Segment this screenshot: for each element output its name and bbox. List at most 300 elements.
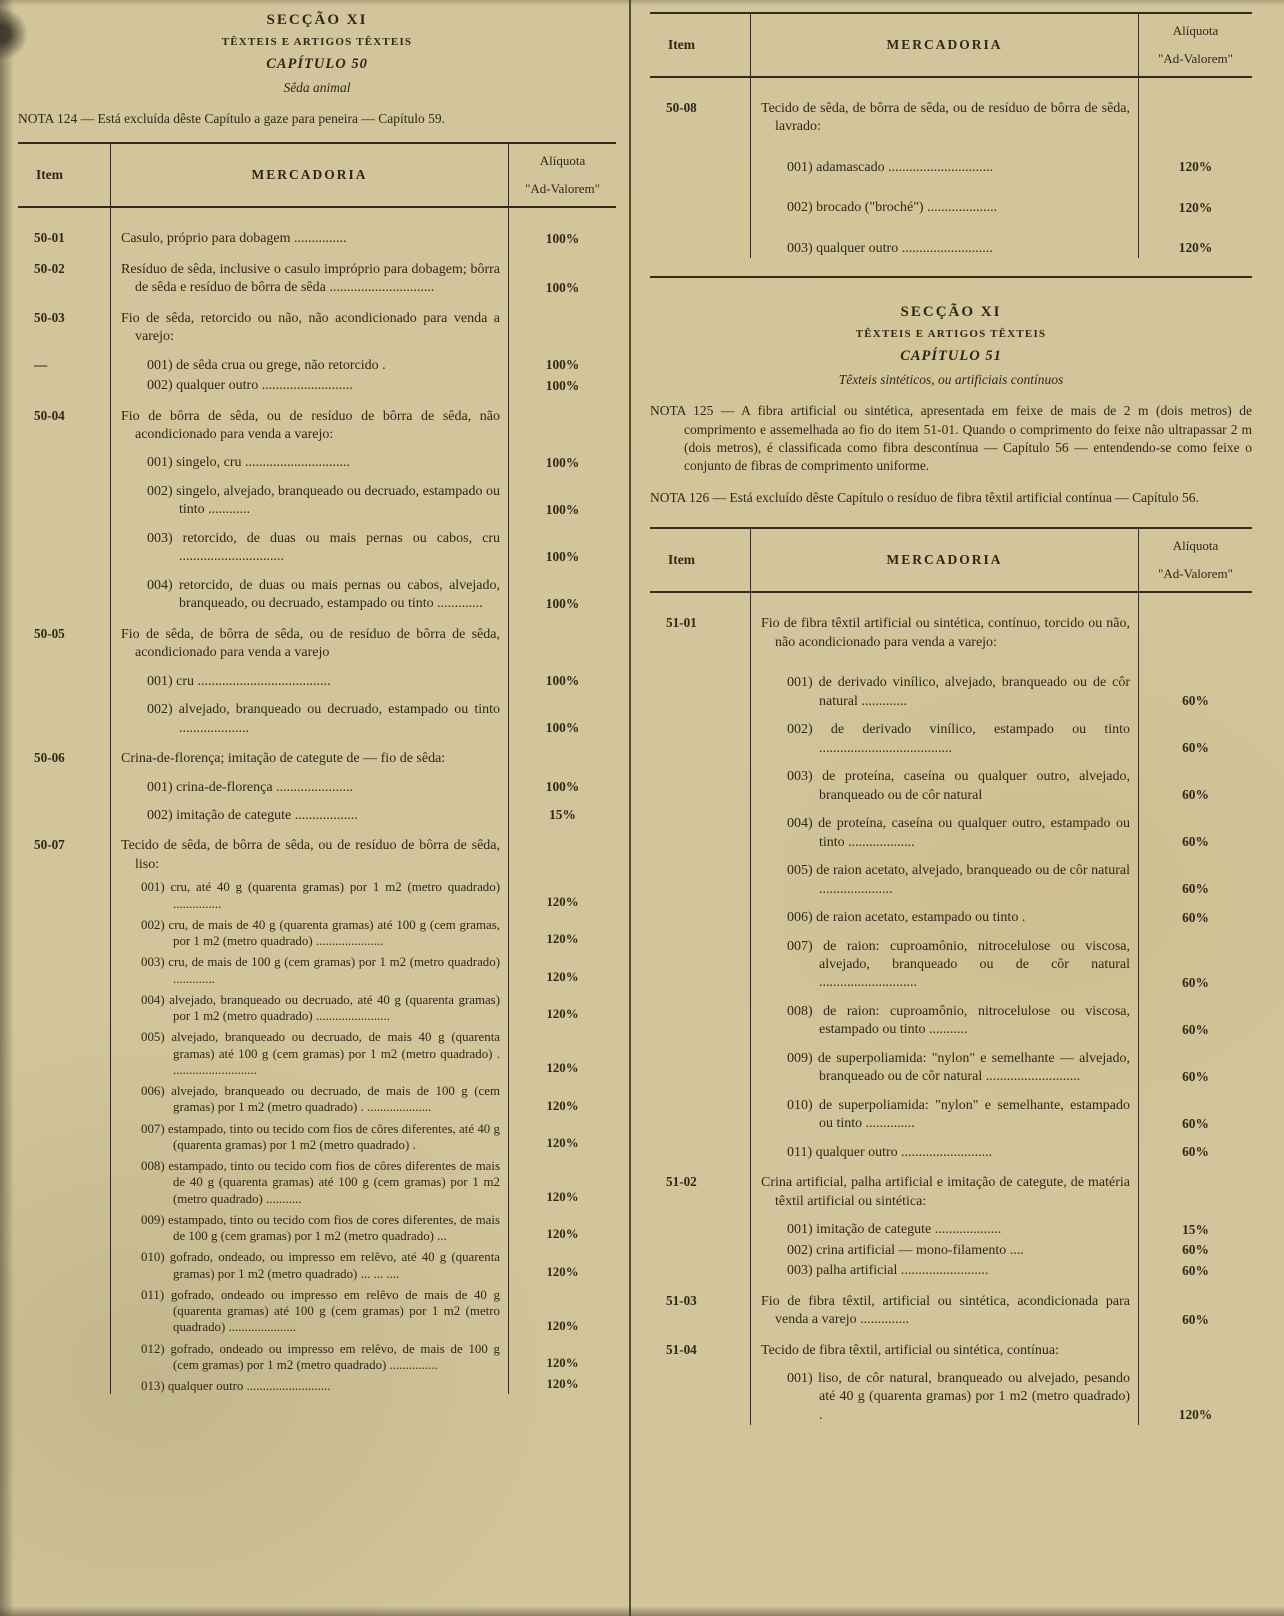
merchandise-desc: 006) de raion acetato, estampado ou tinto .	[787, 910, 1026, 926]
item-code	[18, 874, 110, 912]
tariff-table-ch50	[18, 142, 616, 1394]
table-row	[18, 769, 616, 797]
col-header-aliquota-line2: "Ad-Valorem"	[1158, 566, 1233, 582]
desc-cell	[110, 1244, 508, 1282]
right-column	[650, 8, 1252, 1425]
table-row	[18, 1282, 616, 1336]
table-row	[650, 652, 1252, 711]
merchandise-desc: 001) cru, até 40 g (quarenta gramas) por 1 m2 (metro quadrado) ...............	[141, 880, 500, 911]
merchandise-desc: 008) estampado, tinto ou tecido com fios de côres diferentes de mais de 40 g (quarenta gramas) até 100 g (cem gramas) por 1 m2 (metro quadrado) ...........	[141, 1159, 500, 1206]
rate-value	[1138, 78, 1252, 137]
desc-cell	[110, 987, 508, 1025]
section-header-ch51	[650, 304, 1252, 388]
item-code	[18, 375, 110, 395]
rate-value	[1138, 1162, 1252, 1211]
table-row	[18, 614, 616, 663]
merchandise-desc: Casulo, próprio para dobagem ...............	[121, 231, 347, 247]
rate-value: 120%	[1138, 218, 1252, 258]
item-code: 50-07	[34, 837, 65, 853]
rate-value	[508, 738, 616, 768]
item-code: 50-04	[34, 407, 65, 423]
desc-cell	[110, 663, 508, 691]
item-code	[18, 1373, 110, 1394]
merchandise-desc: 001) cru ......................................	[147, 673, 331, 689]
table-row	[18, 375, 616, 395]
item-code	[18, 1116, 110, 1154]
merchandise-desc: 012) gofrado, ondeado ou impresso em relêvo, de mais de 100 g (cem gramas) por 1 m2 (metro quadrado) ...............	[141, 1341, 500, 1372]
merchandise-desc: 002) singelo, alvejado, branqueado ou decruado, estampado ou tinto ............	[147, 483, 501, 518]
item-code	[18, 1024, 110, 1078]
col-header-item: Item	[668, 552, 695, 568]
col-header-mercadoria: MERCADORIA	[750, 14, 1138, 76]
item-code	[650, 1087, 750, 1134]
rate-value: 100%	[508, 567, 616, 614]
item-code	[650, 1211, 750, 1239]
table-row	[18, 444, 616, 472]
table-row	[18, 520, 616, 567]
table-row	[18, 912, 616, 950]
col-header-aliquota-line2: "Ad-Valorem"	[525, 181, 600, 197]
table-row	[650, 137, 1252, 177]
item-code	[18, 520, 110, 567]
item-code	[650, 1260, 750, 1280]
table-body	[650, 593, 1252, 1425]
table-row	[650, 177, 1252, 217]
table-body	[18, 208, 616, 1394]
merchandise-desc: 003) qualquer outro ..........................	[787, 240, 993, 256]
table-row	[18, 347, 616, 375]
col-header-mercadoria: MERCADORIA	[110, 144, 508, 206]
desc-cell	[750, 928, 1138, 993]
chapter-subtitle: Sêda animal	[283, 80, 351, 95]
table-row	[650, 805, 1252, 852]
table-row	[18, 249, 616, 298]
desc-cell	[110, 874, 508, 912]
rate-value	[1138, 1330, 1252, 1360]
rate-value: 100%	[508, 663, 616, 691]
item-code	[18, 769, 110, 797]
desc-cell	[110, 769, 508, 797]
col-header-mercadoria: MERCADORIA	[750, 529, 1138, 591]
chapter-title: CAPÍTULO 51	[900, 348, 1002, 365]
merchandise-desc: 003) palha artificial .........................	[787, 1263, 989, 1279]
merchandise-desc: 011) qualquer outro ..........................	[787, 1144, 993, 1160]
desc-cell	[750, 1162, 1138, 1211]
rate-value: 120%	[1138, 1360, 1252, 1425]
table-row	[650, 711, 1252, 758]
item-code	[650, 177, 750, 217]
rate-value: 120%	[508, 1024, 616, 1078]
col-header-aliquota	[508, 144, 616, 206]
merchandise-desc: Fio de bôrra de sêda, ou de resíduo de bôrra de sêda, não acondicionado para venda a varejo:	[121, 408, 500, 442]
rate-value: 60%	[1138, 1040, 1252, 1087]
item-code	[18, 912, 110, 950]
merchandise-desc: 011) gofrado, ondeado ou impresso em relêvo de mais de 40 g (quarenta gramas) até 100 g (cem gramas) por 1 m2 (metro quadrado) .....................	[141, 1287, 500, 1335]
merchandise-desc: 004) de proteína, caseína ou qualquer outro, estampado ou tinto ...................	[787, 816, 1130, 850]
desc-cell	[750, 852, 1138, 899]
table-row	[650, 852, 1252, 899]
merchandise-desc: 001) singelo, cru ..............................	[147, 455, 350, 471]
desc-cell	[110, 298, 508, 347]
desc-cell	[110, 1078, 508, 1116]
item-code: 51-01	[666, 615, 697, 631]
table-row	[18, 1078, 616, 1116]
merchandise-desc: 002) alvejado, branqueado ou decruado, estampado ou tinto ....................	[147, 702, 500, 736]
desc-cell	[750, 1240, 1138, 1260]
item-code: 51-04	[666, 1341, 697, 1357]
rate-value: 120%	[508, 949, 616, 987]
item-code	[18, 444, 110, 472]
rate-value: 60%	[1138, 928, 1252, 993]
item-code	[18, 1244, 110, 1282]
table-row	[18, 1024, 616, 1078]
merchandise-desc: 003) de proteína, caseína ou qualquer outro, alvejado, branqueado ou de côr natural	[787, 769, 1130, 803]
table-row	[18, 1116, 616, 1154]
rate-value: 60%	[1138, 711, 1252, 758]
item-code: 51-02	[666, 1174, 697, 1190]
item-code	[18, 1282, 110, 1336]
rate-value: 60%	[1138, 1260, 1252, 1280]
item-code	[18, 1336, 110, 1374]
merchandise-desc: Fio de fibra têxtil, artificial ou sintética, acondicionada para venda a varejo ..............	[761, 1293, 1130, 1328]
table-row	[18, 208, 616, 248]
table-row	[650, 899, 1252, 927]
col-header-aliquota	[1138, 14, 1252, 76]
item-code	[650, 137, 750, 177]
table-row	[650, 78, 1252, 137]
rate-value: 60%	[1138, 758, 1252, 805]
merchandise-desc: 001) de sêda crua ou grege, não retorcido .	[147, 357, 386, 373]
table-row	[650, 1162, 1252, 1211]
table-row	[18, 874, 616, 912]
desc-cell	[110, 691, 508, 738]
rate-value: 100%	[508, 691, 616, 738]
merchandise-desc: 009) estampado, tinto ou tecido com fios de cores diferentes, de mais de 100 g (cem gramas) por 1 m2 (metro quadrado) ...	[141, 1212, 500, 1244]
table-row	[18, 663, 616, 691]
rate-value: 60%	[1138, 852, 1252, 899]
merchandise-desc: Fio de sêda, retorcido ou não, não acondicionado para venda a varejo:	[121, 310, 500, 345]
merchandise-desc: Fio de sêda, de bôrra de sêda, ou de resíduo de bôrra de sêda, acondicionado para venda a varejo	[121, 626, 500, 661]
desc-cell	[110, 249, 508, 298]
merchandise-desc: 001) imitação de categute ...................	[787, 1222, 1002, 1238]
desc-cell	[750, 1087, 1138, 1134]
rate-value: 120%	[508, 987, 616, 1025]
merchandise-desc: 007) estampado, tinto ou tecido com fios de côres diferentes, até 40 g (quarenta gramas) por 1 m2 (metro quadrado) .	[141, 1121, 500, 1152]
rate-value: 120%	[508, 874, 616, 912]
table-row	[18, 1244, 616, 1282]
item-code	[650, 652, 750, 711]
nota-124: NOTA 124 — Está excluída dêste Capítulo a gaze para peneira — Capítulo 59.	[18, 111, 446, 126]
desc-cell	[110, 520, 508, 567]
merchandise-desc: Fio de fibra têxtil artificial ou sintética, contínuo, torcido ou não, não acondicionado para venda a varejo:	[761, 616, 1130, 650]
rate-value	[508, 298, 616, 347]
chapter-title: CAPÍTULO 50	[266, 56, 368, 72]
merchandise-desc: 007) de raion: cuproamônio, nitrocelulose ou viscosa, alvejado, branqueado ou de côr natural ............................	[787, 938, 1130, 991]
table-row	[650, 1211, 1252, 1239]
merchandise-desc: 013) qualquer outro ..........................	[141, 1379, 331, 1394]
item-code	[650, 899, 750, 927]
desc-cell	[110, 473, 508, 520]
rate-value: 100%	[508, 473, 616, 520]
desc-cell	[750, 1330, 1138, 1360]
table-row	[650, 1330, 1252, 1360]
merchandise-desc: 002) brocado ("broché") ....................	[787, 200, 998, 216]
table-row	[18, 473, 616, 520]
rate-value: 100%	[508, 520, 616, 567]
item-code	[18, 987, 110, 1025]
table-row	[18, 1153, 616, 1207]
rate-value: 120%	[1138, 137, 1252, 177]
table-row	[18, 1336, 616, 1374]
rate-value	[508, 614, 616, 663]
rate-value	[1138, 593, 1252, 652]
rate-value: 120%	[508, 1336, 616, 1374]
col-header-item: Item	[36, 167, 63, 183]
merchandise-desc: Crina-de-florença; imitação de categute de — fio de sêda:	[121, 751, 446, 767]
rate-value: 120%	[508, 1207, 616, 1245]
rate-value: 15%	[1138, 1211, 1252, 1239]
table-header	[18, 142, 616, 208]
table-row	[650, 1240, 1252, 1260]
rate-value	[508, 825, 616, 874]
table-row	[650, 1134, 1252, 1162]
table-row	[18, 738, 616, 768]
rate-value: 120%	[508, 1078, 616, 1116]
desc-cell	[750, 1281, 1138, 1330]
table-row	[18, 949, 616, 987]
item-code	[650, 1134, 750, 1162]
nota-126: NOTA 126 — Está excluído dêste Capítulo o resíduo de fibra têxtil artificial contínua — Capítulo 56.	[650, 490, 1199, 506]
merchandise-desc: Tecido de sêda, de bôrra de sêda, ou de resíduo de bôrra de sêda, lavrado:	[761, 101, 1130, 135]
merchandise-desc: 008) de raion: cuproamônio, nitrocelulose ou viscosa, estampado ou tinto ...........	[787, 1003, 1130, 1038]
table-row	[650, 1281, 1252, 1330]
item-code	[18, 949, 110, 987]
desc-cell	[110, 797, 508, 825]
desc-cell	[750, 899, 1138, 927]
rate-value: 100%	[508, 375, 616, 395]
table-row	[18, 825, 616, 874]
table-row	[18, 396, 616, 445]
merchandise-desc: Crina artificial, palha artificial e imitação de categute, de matéria têxtil artificial ou sintética:	[761, 1175, 1130, 1209]
rate-value: 120%	[1138, 177, 1252, 217]
merchandise-desc: 010) de superpoliamida: "nylon" e semelhante, estampado ou tinto ..............	[787, 1097, 1130, 1132]
desc-cell	[750, 1040, 1138, 1087]
desc-cell	[110, 444, 508, 472]
desc-cell	[750, 1260, 1138, 1280]
rate-value: 60%	[1138, 1240, 1252, 1260]
desc-cell	[750, 711, 1138, 758]
desc-cell	[750, 758, 1138, 805]
col-header-aliquota-line2: "Ad-Valorem"	[1158, 51, 1233, 66]
table-row	[650, 1040, 1252, 1087]
rate-value: 100%	[508, 208, 616, 248]
table-row	[650, 593, 1252, 652]
table-row	[18, 1373, 616, 1394]
item-code	[650, 758, 750, 805]
rate-value: 15%	[508, 797, 616, 825]
merchandise-desc: 006) alvejado, branqueado ou decruado, de mais de 100 g (cem gramas) por 1 m2 (metro quadrado) . ....................	[141, 1084, 500, 1115]
rate-value: 60%	[1138, 652, 1252, 711]
item-code: 50-08	[666, 100, 697, 115]
col-header-aliquota-line1: Alíquota	[1172, 23, 1219, 38]
desc-cell	[110, 208, 508, 248]
rate-value: 120%	[508, 912, 616, 950]
desc-cell	[110, 1116, 508, 1154]
merchandise-desc: Resíduo de sêda, inclusive o casulo impróprio para dobagem; bôrra de sêda e resíduo de bôrra de sêda ..............................	[121, 261, 500, 296]
rate-value: 100%	[508, 347, 616, 375]
item-code	[18, 1153, 110, 1207]
item-code	[18, 1207, 110, 1245]
item-code: 50-03	[34, 309, 65, 325]
desc-cell	[750, 593, 1138, 652]
rate-value: 60%	[1138, 1087, 1252, 1134]
item-code: 50-06	[34, 750, 65, 766]
table-row	[18, 1207, 616, 1245]
merchandise-desc: Tecido de sêda, de bôrra de sêda, ou de resíduo de bôrra de sêda, liso:	[121, 838, 500, 872]
rate-value: 60%	[1138, 899, 1252, 927]
table-row	[18, 691, 616, 738]
desc-cell	[750, 1360, 1138, 1425]
col-header-aliquota-line1: Alíquota	[539, 153, 586, 169]
item-code	[650, 928, 750, 993]
rate-value: 120%	[508, 1282, 616, 1336]
merchandise-desc: 003) cru, de mais de 100 g (cem gramas) por 1 m2 (metro quadrado) .............	[141, 955, 500, 986]
rate-value	[508, 396, 616, 445]
rate-value: 60%	[1138, 993, 1252, 1040]
merchandise-desc: 001) crina-de-florença ......................	[147, 779, 354, 795]
desc-cell	[110, 1336, 508, 1374]
item-code	[650, 1360, 750, 1425]
rate-value: 120%	[508, 1373, 616, 1394]
table-row	[650, 758, 1252, 805]
rate-value: 120%	[508, 1153, 616, 1207]
col-header-item: Item	[668, 37, 695, 52]
chapter-subtitle: Têxteis sintéticos, ou artificiais contínuos	[838, 372, 1064, 388]
item-code	[650, 711, 750, 758]
section-header-ch50	[18, 12, 616, 96]
desc-cell	[110, 347, 508, 375]
desc-cell	[750, 1134, 1138, 1162]
table-header	[650, 12, 1252, 78]
desc-cell	[110, 1373, 508, 1394]
rate-value: 60%	[1138, 1134, 1252, 1162]
merchandise-desc: 001) adamascado ..............................	[787, 159, 994, 175]
desc-cell	[750, 652, 1138, 711]
desc-cell	[110, 567, 508, 614]
section-title: SECÇÃO XI	[266, 12, 368, 28]
merchandise-desc: 002) de derivado vinílico, estampado ou tinto ......................................	[787, 722, 1130, 756]
item-code	[18, 663, 110, 691]
column-divider-line	[629, 0, 631, 1616]
table-row	[18, 797, 616, 825]
item-code	[650, 852, 750, 899]
rate-value: 120%	[508, 1244, 616, 1282]
item-code	[650, 218, 750, 258]
left-column	[18, 12, 616, 1394]
item-code: 50-02	[34, 260, 65, 276]
merchandise-desc: 004) retorcido, de duas ou mais pernas ou cabos, alvejado, branqueado, ou decruado, estampado ou tinto .............	[147, 577, 500, 612]
section-subtitle: TÊXTEIS E ARTIGOS TÊXTEIS	[855, 328, 1047, 341]
col-header-aliquota	[1138, 529, 1252, 591]
table-row	[18, 298, 616, 347]
desc-cell	[750, 137, 1138, 177]
merchandise-desc: Tecido de fibra têxtil, artificial ou sintética, contínua:	[761, 1342, 1059, 1358]
item-code	[650, 993, 750, 1040]
item-code	[18, 1078, 110, 1116]
item-code: —	[34, 356, 48, 372]
table-row	[650, 1087, 1252, 1134]
desc-cell	[110, 912, 508, 950]
desc-cell	[110, 949, 508, 987]
merchandise-desc: 003) retorcido, de duas ou mais pernas ou cabos, cru ..............................	[147, 530, 500, 565]
table-row	[18, 567, 616, 614]
merchandise-desc: 001) de derivado vinílico, alvejado, branqueado ou de côr natural .............	[787, 675, 1130, 709]
col-header-aliquota-line1: Alíquota	[1172, 538, 1219, 554]
item-code	[650, 805, 750, 852]
desc-cell	[750, 78, 1138, 137]
desc-cell	[750, 805, 1138, 852]
desc-cell	[110, 396, 508, 445]
rate-value: 100%	[508, 769, 616, 797]
table-row	[650, 1260, 1252, 1280]
merchandise-desc: 004) alvejado, branqueado ou decruado, até 40 g (quarenta gramas) por 1 m2 (metro quadrado) .......................	[141, 992, 500, 1024]
merchandise-desc: 002) qualquer outro ..........................	[147, 378, 353, 394]
desc-cell	[750, 177, 1138, 217]
desc-cell	[110, 1282, 508, 1336]
desc-cell	[750, 218, 1138, 258]
table-header	[650, 527, 1252, 593]
merchandise-desc: 001) liso, de côr natural, branqueado ou alvejado, pesando até 40 g (quarenta gramas) por 1 m2 (metro quadrado) .	[787, 1370, 1130, 1423]
rate-value: 60%	[1138, 805, 1252, 852]
tariff-table-ch51	[650, 527, 1252, 1425]
merchandise-desc: 009) de superpoliamida: "nylon" e semelhante — alvejado, branqueado ou de côr natural ...........................	[787, 1050, 1130, 1085]
merchandise-desc: 005) alvejado, branqueado ou decruado, de mais 40 g (quarenta gramas) até 100 g (cem gramas) por 1 m2 (metro quadrado) . ..........................	[141, 1030, 500, 1077]
merchandise-desc: 002) cru, de mais de 40 g (quarenta gramas) até 100 g (cem gramas, por 1 m2 (metro quadrado) .....................	[141, 917, 500, 949]
table-row	[650, 993, 1252, 1040]
item-code: 50-01	[34, 230, 65, 246]
table-row	[650, 1360, 1252, 1425]
desc-cell	[110, 1207, 508, 1245]
rate-value: 60%	[1138, 1281, 1252, 1330]
nota-125: NOTA 125 — A fibra artificial ou sintética, apresentada em feixe de mais de 2 m (dois metros) de comprimento e assemelhada ao fio do item 51-01. Quando o comprimento do feixe não ultrapassar 2 m (dois metros), é classificada como fibra descontínua — Capítulo 56 — entendendo-se como feixe o conjunto de fibras de comprimento uniforme.	[650, 403, 1252, 473]
desc-cell	[750, 993, 1138, 1040]
desc-cell	[750, 1211, 1138, 1239]
desc-cell	[110, 1153, 508, 1207]
table-row	[650, 928, 1252, 993]
rate-value: 100%	[508, 249, 616, 298]
table-row	[650, 218, 1252, 258]
item-code	[650, 1040, 750, 1087]
item-code	[650, 1240, 750, 1260]
merchandise-desc: 005) de raion acetato, alvejado, branqueado ou de côr natural .....................	[787, 863, 1130, 897]
rate-value: 100%	[508, 444, 616, 472]
merchandise-desc: 002) imitação de categute ..................	[147, 808, 358, 823]
item-code	[18, 567, 110, 614]
desc-cell	[110, 375, 508, 395]
desc-cell	[110, 614, 508, 663]
desc-cell	[110, 825, 508, 874]
desc-cell	[110, 738, 508, 768]
item-code: 51-03	[666, 1292, 697, 1308]
section-subtitle: TÊXTEIS E ARTIGOS TÊXTEIS	[221, 36, 413, 48]
item-code	[18, 691, 110, 738]
merchandise-desc: 002) crina artificial — mono-filamento ....	[787, 1242, 1024, 1258]
table-body	[650, 78, 1252, 258]
tariff-table-ch50-continued	[650, 12, 1252, 258]
table-row	[18, 987, 616, 1025]
desc-cell	[110, 1024, 508, 1078]
item-code	[18, 473, 110, 520]
